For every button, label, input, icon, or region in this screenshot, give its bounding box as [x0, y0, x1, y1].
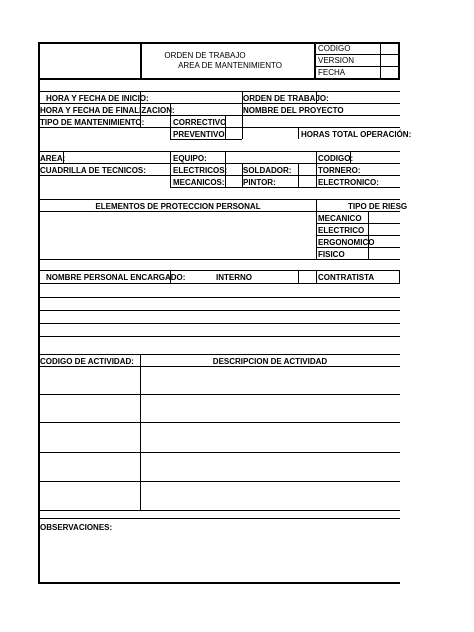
- encargado-label: NOMBRE PERSONAL ENCARGADO:: [46, 273, 186, 282]
- electronico-label: ELECTRONICO:: [318, 178, 379, 187]
- electricos-label: ELECTRICOS:: [173, 166, 228, 175]
- tipo-mantenimiento-label: TIPO DE MANTENIMIENTO:: [40, 118, 145, 127]
- codigo-equipo-label: CODIGO:: [318, 154, 354, 163]
- tornero-label: TORNERO:: [318, 166, 361, 175]
- codigo-field[interactable]: [380, 44, 400, 54]
- riesgo-ergonomico: ERGONOMICO: [318, 238, 375, 247]
- equipo-label: EQUIPO:: [173, 154, 207, 163]
- contratista-label: CONTRATISTA: [318, 273, 375, 282]
- nombre-proyecto-label: NOMBRE DEL PROYECTO: [243, 106, 344, 115]
- riesgo-electrico: ELECTRICO: [318, 226, 365, 235]
- fecha-label: FECHA: [318, 68, 346, 77]
- form-title: ORDEN DE TRABAJO: [164, 51, 246, 60]
- epp-title: ELEMENTOS DE PROTECCION PERSONAL: [95, 202, 261, 211]
- descripcion-actividad-label: DESCRIPCION DE ACTIVIDAD: [212, 357, 328, 366]
- correctivo-checkbox[interactable]: [226, 116, 241, 126]
- hora-fin-label: HORA Y FECHA DE FINALIZACION:: [40, 106, 175, 115]
- preventivo-label: PREVENTIVO: [173, 130, 225, 139]
- form-subtitle: AREA DE MANTENIMIENTO: [178, 61, 282, 70]
- correctivo-label: CORRECTIVO: [173, 118, 227, 127]
- observaciones-label: OBSERVACIONES:: [40, 523, 113, 532]
- codigo-label: CODIGO: [318, 44, 351, 53]
- soldador-label: SOLDADOR:: [243, 166, 292, 175]
- codigo-actividad-label: CODIGO DE ACTIVIDAD:: [40, 357, 134, 366]
- pintor-label: PINTOR:: [243, 178, 276, 187]
- interno-label: INTERNO: [216, 273, 252, 282]
- hora-inicio-label: HORA Y FECHA DE INICIO:: [46, 94, 149, 103]
- orden-trabajo-label: ORDEN DE TRABAJO:: [243, 94, 329, 103]
- version-label: VERSION: [318, 56, 355, 65]
- preventivo-checkbox[interactable]: [226, 128, 241, 138]
- observaciones-field[interactable]: [40, 534, 396, 580]
- horas-total-label: HORAS TOTAL OPERACIÓN:: [301, 130, 412, 139]
- riesgo-fisico: FISICO: [318, 250, 345, 259]
- mecanicos-label: MECANICOS:: [173, 178, 225, 187]
- cuadrilla-label: CUADRILLA DE TECNICOS:: [40, 166, 146, 175]
- area-label: AREA:: [40, 154, 66, 163]
- riesgo-mecanico: MECANICO: [318, 214, 362, 223]
- riesgo-title: TIPO DE RIESG: [348, 202, 408, 211]
